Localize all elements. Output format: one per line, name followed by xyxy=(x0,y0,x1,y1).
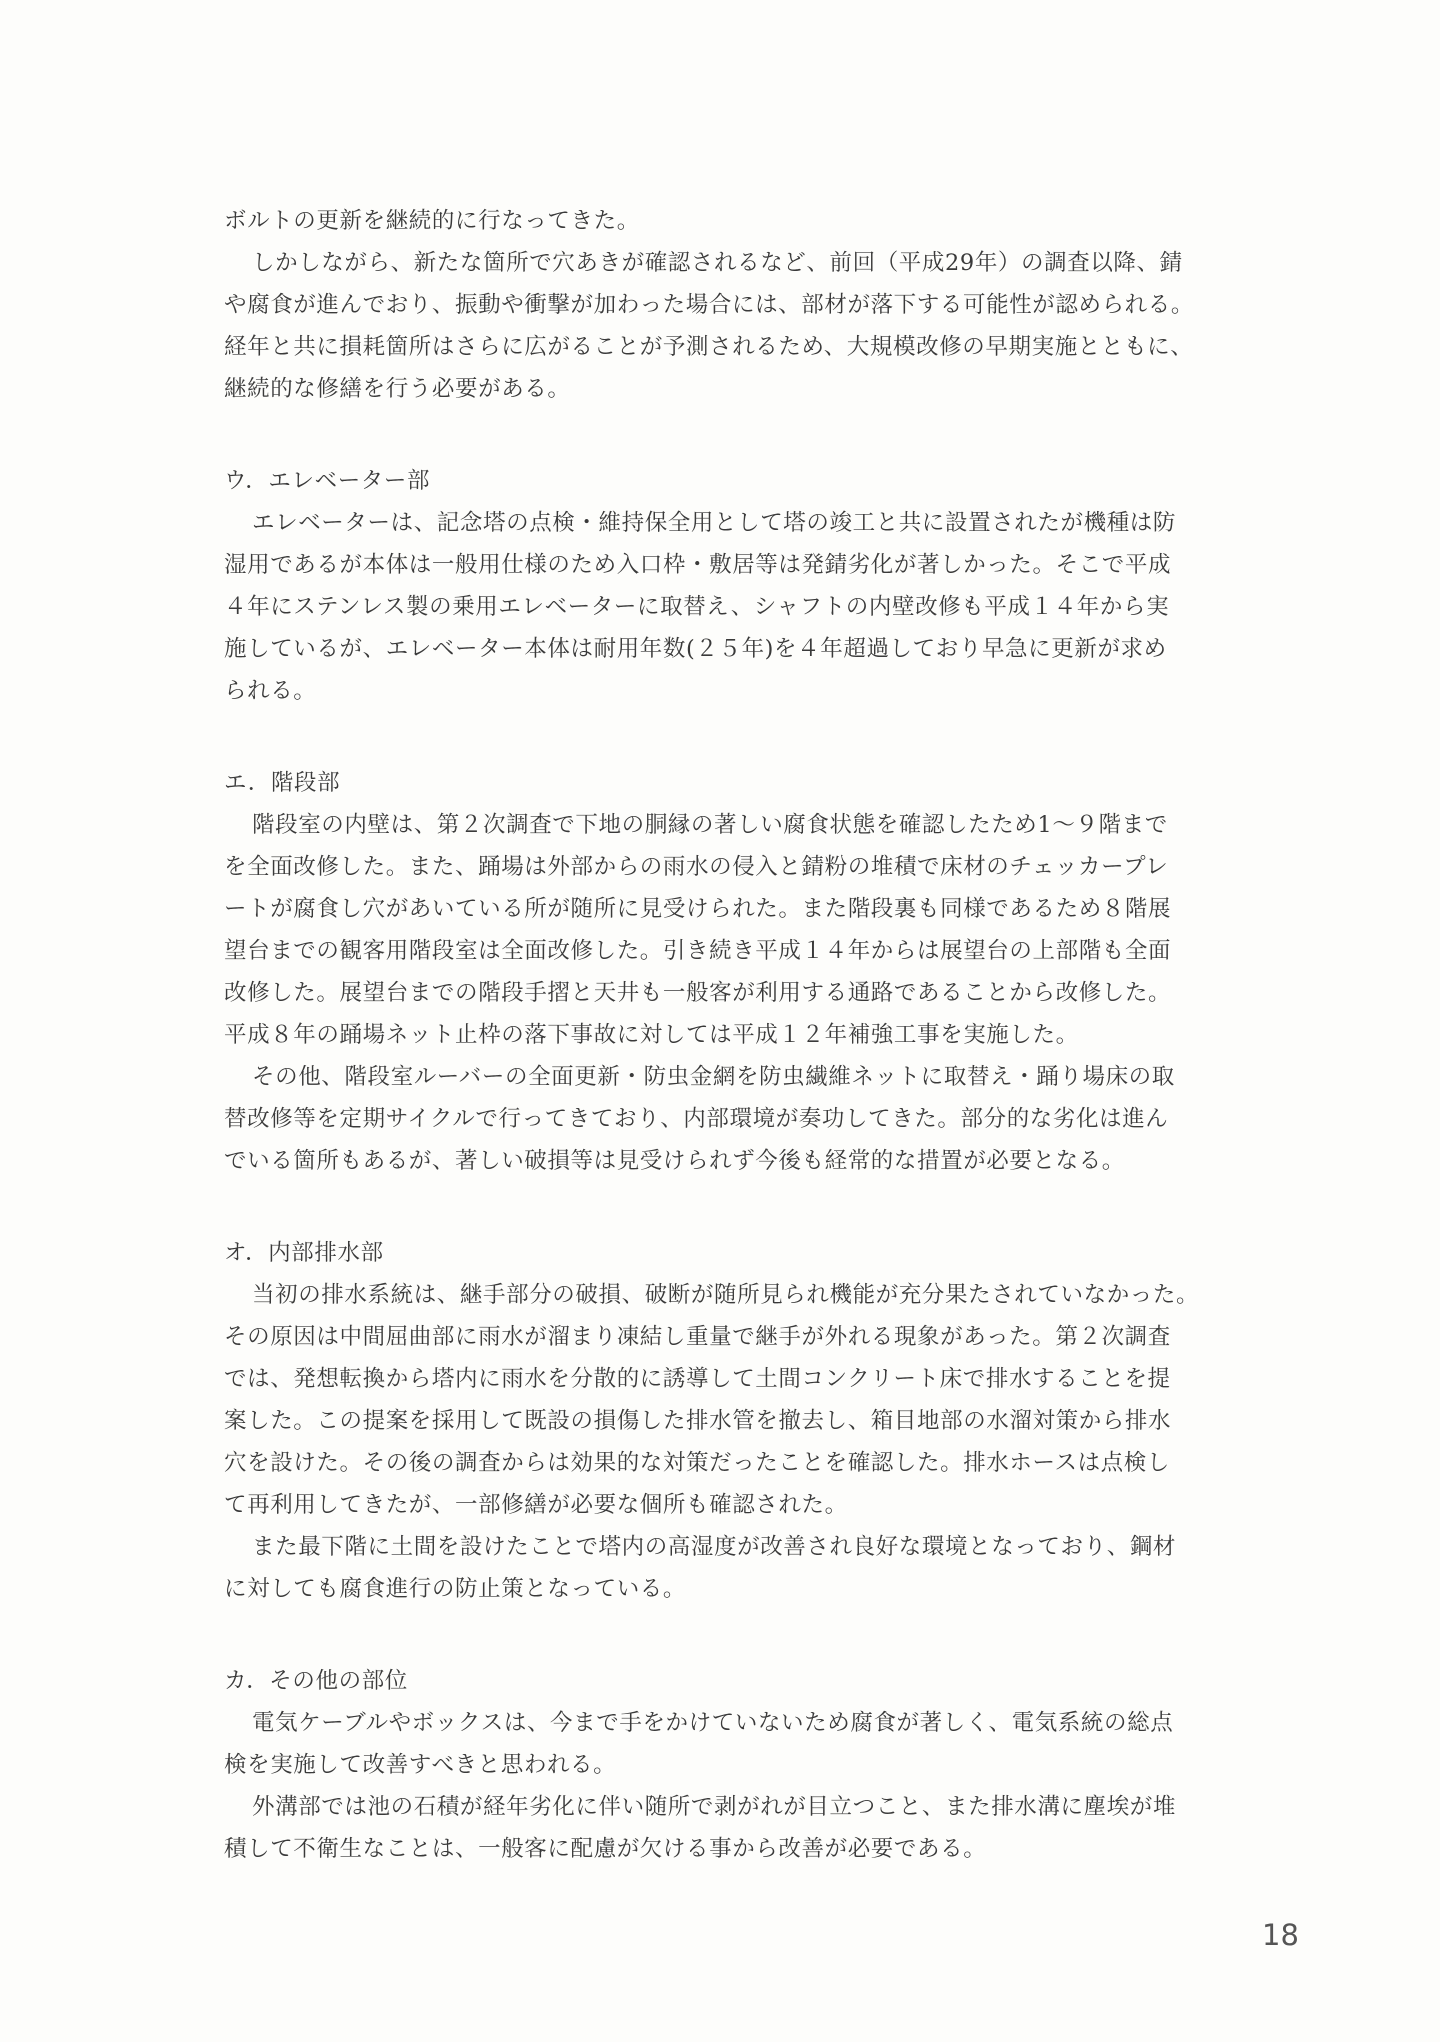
elevator-line-2: 湿用であるが本体は一般用仕様のため入口枠・敷居等は発錆劣化が著しかった。そこで平成 xyxy=(224,552,1172,578)
section-gap xyxy=(224,410,1264,460)
drainage-line-4: 案した。この提案を採用して既設の損傷した排水管を撤去し、箱目地部の水溜対策から排水 xyxy=(224,1408,1172,1434)
stairs-line-1: 階段室の内壁は、第２次調査で下地の胴縁の著しい腐食状態を確認したため1～９階まで xyxy=(252,812,1168,838)
stairs-line-5: 改修した。展望台までの階段手摺と天井も一般客が利用する通路であることから改修した。 xyxy=(224,980,1172,1006)
drainage-line-1: 当初の排水系統は、継手部分の破損、破断が随所見られ機能が充分果たされていなかった。 xyxy=(252,1282,1200,1308)
intro-line-4: 経年と共に損耗箇所はさらに広がることが予測されるため、大規模改修の早期実施とともに、 xyxy=(224,334,1194,360)
other-line-4: 積して不衛生なことは、一般客に配慮が欠ける事から改善が必要である。 xyxy=(224,1836,987,1862)
other-line-2: 検を実施して改善すべきと思われる。 xyxy=(224,1752,617,1778)
stairs-line-4: 望台までの観客用階段室は全面改修した。引き続き平成１４年からは展望台の上部階も全面 xyxy=(224,938,1172,964)
elevator-line-5: られる。 xyxy=(224,678,317,704)
stairs-line-7: その他、階段室ルーバーの全面更新・防虫金網を防虫繊維ネットに取替え・踊り場床の取 xyxy=(252,1064,1175,1090)
section-heading-stairs: エ．階段部 xyxy=(224,770,341,796)
drainage-line-6: て再利用してきたが、一部修繕が必要な個所も確認された。 xyxy=(224,1492,848,1518)
drainage-line-5: 穴を設けた。その後の調査からは効果的な対策だったことを確認した。排水ホースは点検し xyxy=(224,1450,1170,1476)
other-line-1: 電気ケーブルやボックスは、今まで手をかけていないため腐食が著しく、電気系統の総点 xyxy=(252,1710,1174,1736)
stairs-line-2: を全面改修した。また、踊場は外部からの雨水の侵入と錆粉の堆積で床材のチェッカープレ xyxy=(224,854,1169,880)
section-gap xyxy=(224,1182,1264,1232)
section-heading-other: カ．その他の部位 xyxy=(224,1668,408,1694)
elevator-line-4: 施しているが、エレベーター本体は耐用年数(２５年)を４年超過しており早急に更新が求め xyxy=(224,636,1167,662)
section-heading-elevator: ウ．エレベーター部 xyxy=(224,468,431,494)
elevator-line-3: ４年にステンレス製の乗用エレベーターに取替え、シャフトの内壁改修も平成１４年から実 xyxy=(224,594,1170,620)
section-gap xyxy=(224,1610,1264,1660)
drainage-line-3: では、発想転換から塔内に雨水を分散的に誘導して土間コンクリート床で排水することを提 xyxy=(224,1366,1171,1392)
document-body xyxy=(224,200,1264,1870)
section-heading-drainage: オ．内部排水部 xyxy=(224,1240,384,1266)
drainage-line-2: その原因は中間屈曲部に雨水が溜まり凍結し重量で継手が外れる現象があった。第２次調査 xyxy=(224,1324,1171,1350)
page-number: 18 xyxy=(1262,1918,1299,1952)
stairs-line-3: ートが腐食し穴があいている所が随所に見受けられた。また階段裏も同様であるため８階展 xyxy=(224,896,1172,922)
drainage-line-8: に対しても腐食進行の防止策となっている。 xyxy=(224,1576,687,1602)
stairs-line-6: 平成８年の踊場ネット止枠の落下事故に対しては平成１２年補強工事を実施した。 xyxy=(224,1022,1079,1048)
stairs-line-9: でいる箇所もあるが、著しい破損等は見受けられず今後も経常的な措置が必要となる。 xyxy=(224,1148,1125,1174)
drainage-line-7: また最下階に土間を設けたことで塔内の高湿度が改善され良好な環境となっており、鋼材 xyxy=(252,1534,1177,1560)
intro-line-5: 継続的な修繕を行う必要がある。 xyxy=(224,376,571,402)
section-gap xyxy=(224,712,1264,762)
intro-line-2: しかしながら、新たな箇所で穴あきが確認されるなど、前回（平成29年）の調査以降、錆 xyxy=(252,250,1183,276)
intro-line-1: ボルトの更新を継続的に行なってきた。 xyxy=(224,208,640,234)
intro-line-3: や腐食が進んでおり、振動や衝撃が加わった場合には、部材が落下する可能性が認められる。 xyxy=(224,292,1194,318)
stairs-line-8: 替改修等を定期サイクルで行ってきており、内部環境が奏功してきた。部分的な劣化は進ん xyxy=(224,1106,1169,1132)
elevator-line-1: エレベーターは、記念塔の点検・維持保全用として塔の竣工と共に設置されたが機種は防 xyxy=(252,510,1177,536)
other-line-3: 外溝部では池の石積が経年劣化に伴い随所で剥がれが目立つこと、また排水溝に塵埃が堆 xyxy=(252,1794,1177,1820)
